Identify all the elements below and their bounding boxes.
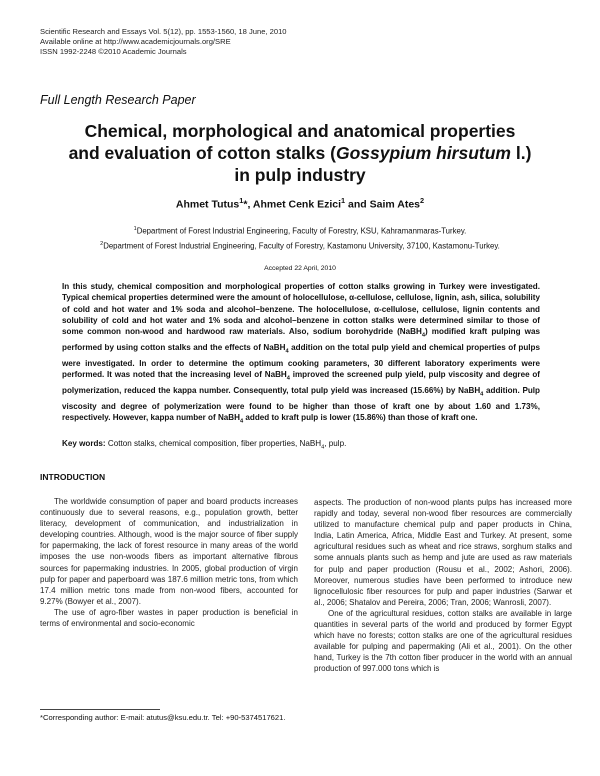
corresponding-author-footnote: *Corresponding author: E-mail: atutus@ksu.edu.tr. Tel: +90-5374517621. [40,713,286,722]
author-separator: , [247,198,253,211]
keywords-text: , pulp. [324,439,347,448]
subscript: 4 [480,391,484,398]
abstract-text: added to kraft pulp is lower (15.86%) than those of kraft one. [243,412,478,422]
affiliation-2 [40,238,560,253]
keywords-label: Key words: [62,439,106,448]
author-2: Ahmet Cenk Ezici [252,198,342,211]
title-line-2-post: l.) [511,143,532,163]
journal-url: Available online at http://www.academicjournals.org/SRE [40,37,231,46]
title-line-3: in pulp industry [234,165,366,185]
author-3: Saim Ates [369,198,421,211]
paragraph: The use of agro-fiber wastes in paper production is beneficial in terms of environmental and socio-economic [40,607,298,629]
affiliation-1 [40,223,560,238]
author-3-affil: 2 [420,196,425,205]
title-line-2 [40,142,560,164]
affiliation-1-num: 1 [133,226,137,232]
author-list [40,196,560,211]
corresponding-mark: * [243,198,248,211]
author-1-affil: 1 [239,196,244,205]
abstract [62,281,540,428]
journal-issn: ISSN 1992-2248 ©2010 Academic Journals [40,47,187,56]
abstract-text: ) modified kraft pulping was performed by using cotton stalks and the effects of NaBH [62,327,540,352]
affiliations [40,223,560,252]
section-heading-introduction: INTRODUCTION [40,472,106,482]
abstract-text: addition. Pulp viscosity and degree of polymerization were found to be higher than those of kraft one by about 1.60 and 1.73%, respectively. However, kappa number of NaBH [62,385,540,422]
paragraph: One of the agricultural residues, cotton stalks are available in large quantities in several parts of the world and produced by former Egypt which have no forests; cotton stalks are one of the agricultural residues available for pulping and papermaking (Ali et al., 2001). On the other hand, Turkey is the 7th cotton fiber producer in the world with an annual production of 997.000 tons which is [314,608,572,674]
author-separator: and [345,198,370,211]
right-column [314,497,572,675]
title-line-1: Chemical, morphological and anatomical properties [84,121,516,141]
species-name: Gossypium hirsutum [335,143,511,163]
affiliation-1-text: Department of Forest Industrial Engineering, Faculty of Forestry, KSU, Kahramanmaras-Turkey. [136,226,467,236]
affiliation-2-num: 2 [100,240,104,247]
journal-header [40,27,287,57]
left-column [40,496,298,629]
subscript: 4 [239,418,244,425]
affiliation-2-text: Department of Forest Industrial Engineering, Faculty of Forestry, Kastamonu University, 37100, Kastamonu-Turkey. [103,241,500,251]
subscript: 4 [286,375,290,382]
abstract-text: improved the screened pulp yield, pulp viscosity and degree of polymerization, reduced the kappa number. Consequently, total pulp yield was increased (15.66%) by NaBH [62,369,540,395]
author-2-affil: 1 [341,196,346,205]
paper-title [40,120,560,186]
footnote-divider [40,709,160,710]
subscript: 4 [421,332,425,339]
title-line-2-pre: and evaluation of cotton stalks ( [68,143,336,163]
subscript: 4 [285,348,289,355]
author-1: Ahmet Tutus [175,198,240,211]
accepted-date: Accepted 22 April, 2010 [264,265,336,272]
abstract-text: addition on the total pulp yield and chemical properties of pulps were investigated. In order to determine the optimum cooking parameters, 30 different laboratory experiments were performed. It was noted that the increasing level of NaBH [62,342,540,379]
keywords [62,439,540,451]
abstract-text: In this study, chemical composition and morphological properties of cotton stalks growing in Turkey were investigated. Typical chemical properties determined were the amount of holocellulose, α-cellulose, cellulose, lignin, ash, silica, solubility of cold and hot water and 1% soda and alcohol–benzene. The holocellulose, α-cellulose, cellulose, lignin contents and solubility of cold and hot water and 1% soda and alcohol–benzene in cotton stalks were determined similar to those of some common non-wood and hardwood raw materials. Also, sodium borohydride (NaBH [62,282,540,336]
journal-citation: Scientific Research and Essays Vol. 5(12), pp. 1553-1560, 18 June, 2010 [40,27,287,36]
subscript: 4 [321,444,325,451]
paragraph: aspects. The production of non-wood plants pulps has increased more rapidly and today, several non-wood fiber resources are commercially utilized to manufacture chemical pulp and paper products in China, India, Latin America, Africa, Middle East and Turkey. At present, some agricultural residues such as wheat and rice straws, sorghum stalks and some annuals plants such as hemp and jute are used as raw materials for pulp and paper production (Rousu et al., 2002; Ashori, 2006). Moreover, numerous studies have been performed to introduce new lignocellulosic fiber resources for pulp and paper industries (Sarwar et al., 2006; Shatalov and Pereira, 2006; Tran, 2006; Wanrosli, 2007). [314,498,572,607]
paragraph: The worldwide consumption of paper and board products increases continuously due to several reasons, e.g., population growth, better literacy, development of communication, and industrialization in developing countries. Although, wood is the major source of fiber supply for papermaking, the lack of forest resource in many areas of the world imposes the use non-woods fibers as important alternative fibrous sources for papermaking industries. In 2005, global production of virgin pulp for paper and paperboard was 187.6 million metric tons, from which 17.4 million metric tons made from non-wood fibers, accounted for 9.27% (Bowyer et al., 2007). [40,497,298,606]
paper-type: Full Length Research Paper [40,93,196,107]
keywords-text: Cotton stalks, chemical composition, fiber properties, NaBH [105,439,322,448]
